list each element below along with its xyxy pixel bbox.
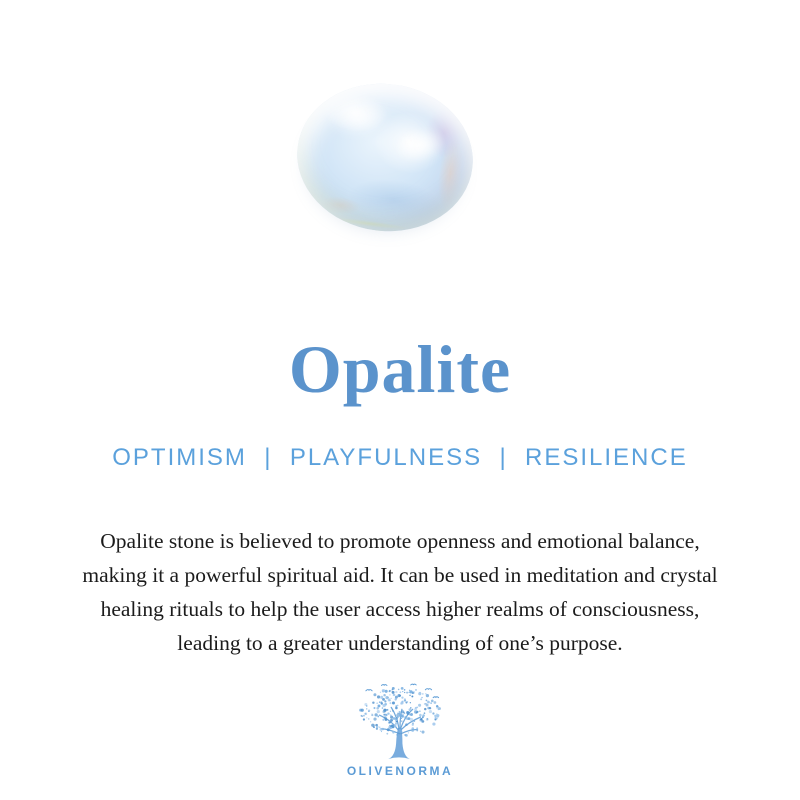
opalite-stone-image [289, 74, 482, 241]
tree-trunk [388, 728, 409, 759]
olive-tree-icon [354, 683, 446, 761]
brand-logo [0, 683, 800, 778]
brand-name: OLIVENORMA [346, 764, 454, 778]
page-title: Opalite [288, 331, 512, 407]
description-line: Opalite stone is believed to promote openness and emotional balance, [100, 529, 700, 553]
tree-canopy [359, 687, 441, 737]
description-line: healing rituals to help the user access higher realms of consciousness, [100, 597, 700, 621]
description-line: leading to a greater understanding of one’s purpose. [177, 631, 623, 655]
description-line: making it a powerful spiritual aid. It can be used in meditation and crystal [82, 563, 718, 587]
description-paragraph [0, 524, 800, 660]
traits-line: OPTIMISM | PLAYFULNESS | RESILIENCE [112, 444, 688, 471]
